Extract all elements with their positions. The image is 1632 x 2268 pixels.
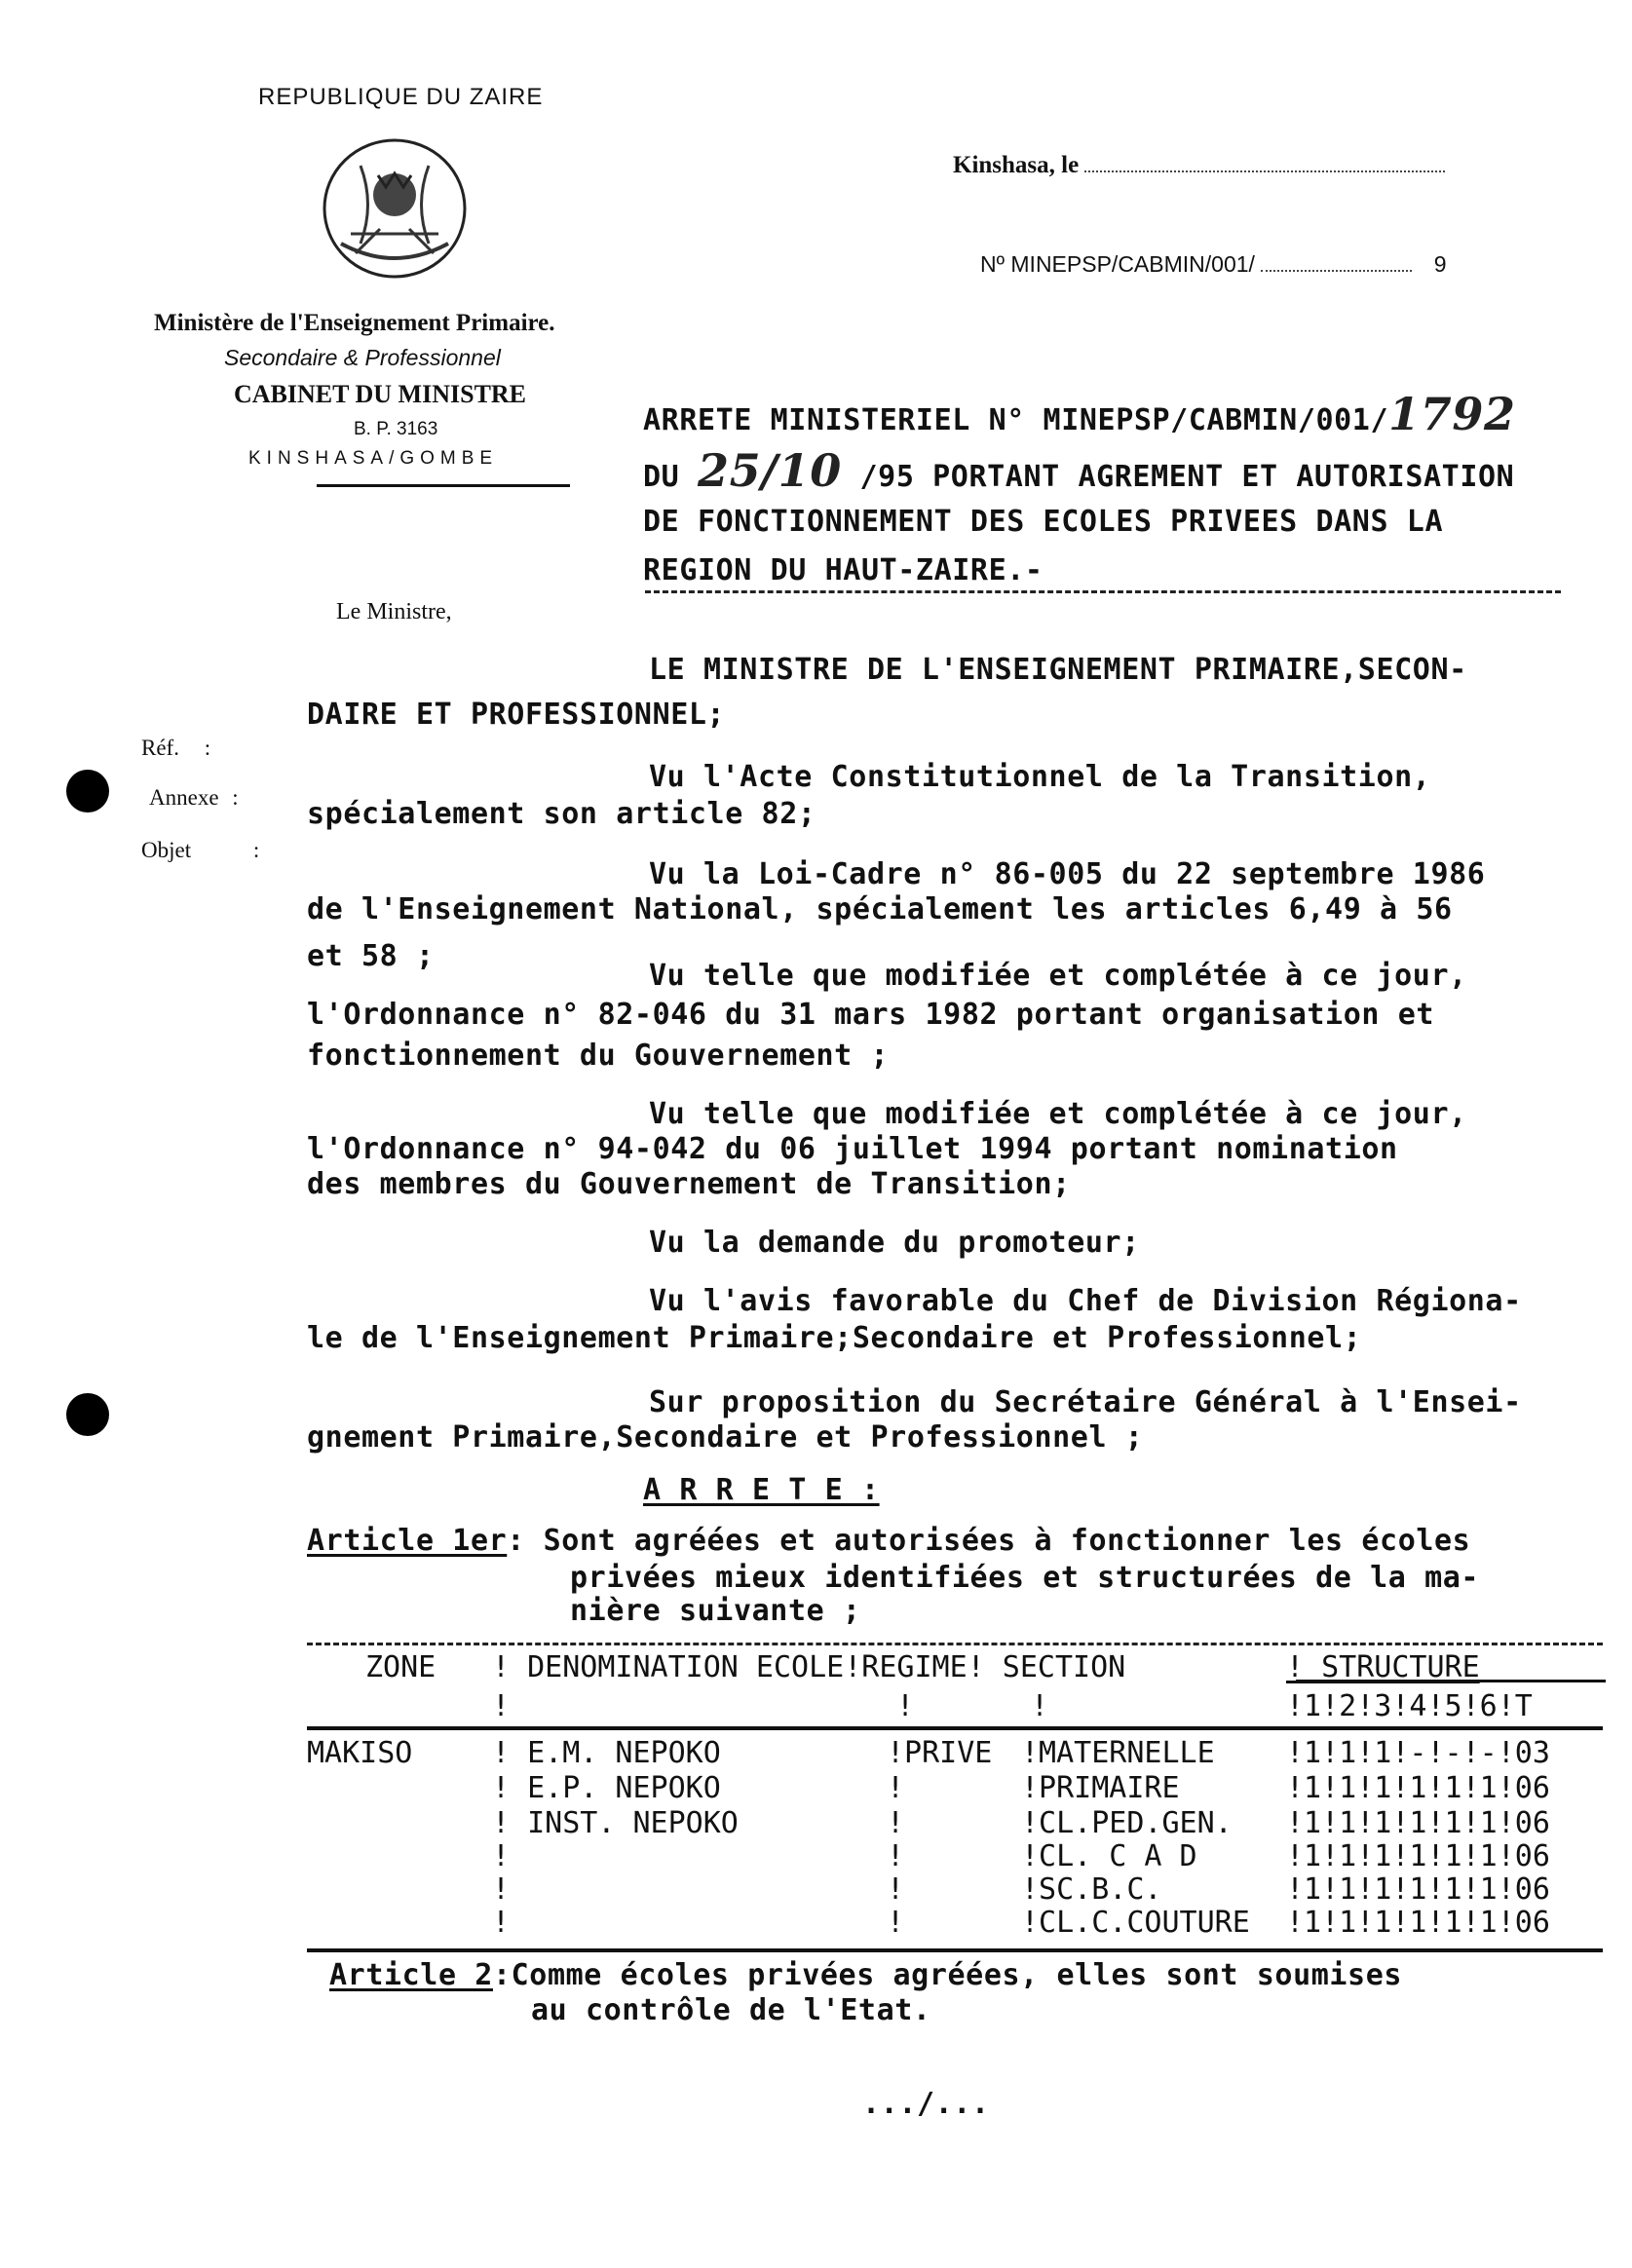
article1-text-line1: : Sont agréées et autorisées à fonctionner les écoles	[507, 1524, 1471, 1558]
row-regime: !PRIVE	[887, 1736, 993, 1770]
row-section: !CL. C A D	[1021, 1839, 1197, 1873]
row-structure: !1!1!1!1!1!1!06	[1286, 1906, 1550, 1940]
header-structure-text: ! STRUCTURE	[1286, 1650, 1480, 1684]
row-structure: !1!1!1!-!-!-!03	[1286, 1736, 1550, 1770]
structure-header-rule	[1296, 1680, 1606, 1682]
row-denomination: ! E.M. NEPOKO	[492, 1736, 721, 1770]
vu4-line1: Vu telle que modifiée et complétée à ce jour,	[649, 1097, 1467, 1131]
row-section: !MATERNELLE	[1021, 1736, 1215, 1770]
title-line2-prefix: DU	[643, 460, 680, 494]
row-structure: !1!1!1!1!1!1!06	[1286, 1806, 1550, 1840]
article1-line1	[307, 1524, 1470, 1558]
row-denomination: !	[492, 1872, 511, 1907]
arrete-heading-text: A R R E T E :	[643, 1473, 880, 1507]
coat-of-arms-emblem	[322, 136, 468, 281]
margin-object-text: Objet	[141, 838, 192, 862]
title-dashed-rule	[645, 590, 1561, 593]
row-section: !CL.PED.GEN.	[1021, 1806, 1233, 1840]
reference-number-suffix: 9	[1433, 251, 1447, 277]
article1-line2: privées mieux identifiées et structurées de la ma-	[570, 1561, 1480, 1595]
punch-hole-top	[66, 770, 109, 813]
article2-line2: au contrôle de l'Etat.	[531, 1993, 931, 2027]
reference-number-blank	[1261, 270, 1412, 272]
header-zone: ZONE	[365, 1650, 436, 1684]
title-line1	[643, 388, 1516, 440]
margin-ref-label	[141, 736, 210, 761]
vu6-line1: Vu l'avis favorable du Chef de Division Régiona-	[649, 1284, 1522, 1318]
vu5-line: Vu la demande du promoteur;	[649, 1226, 1140, 1260]
row-zone: MAKISO	[307, 1736, 413, 1770]
article2-line1	[329, 1958, 1402, 1992]
row-regime: !	[887, 1906, 905, 1940]
vu2-line3: et 58 ;	[307, 939, 435, 973]
article1-label: Article 1er	[307, 1524, 508, 1558]
row-section: !CL.C.COUTURE	[1021, 1906, 1250, 1940]
vu2-line1: Vu la Loi-Cadre n° 86-005 du 22 septembre 1986	[649, 857, 1486, 891]
vu1-line2: spécialement son article 82;	[307, 797, 816, 831]
article1-line3: nière suivante ;	[570, 1594, 861, 1628]
postal-box: B. P. 3163	[354, 419, 438, 439]
vu4-line2: l'Ordonnance n° 94-042 du 06 juillet 1994 portant nomination	[307, 1132, 1398, 1166]
vu2-line2: de l'Enseignement National, spécialement les articles 6,49 à 56	[307, 892, 1453, 926]
signatory-label: Le Ministre,	[336, 599, 452, 624]
table-top-dashed-rule	[307, 1643, 1603, 1645]
table-header-bottom-rule	[307, 1726, 1603, 1730]
row-section: !SC.B.C.	[1021, 1872, 1162, 1907]
handwritten-date: 25/10	[698, 444, 842, 497]
article2-text-line1: :Comme écoles privées agréées, elles sont soumises	[492, 1958, 1403, 1992]
vu3-line2: l'Ordonnance n° 82-046 du 31 mars 1982 portant organisation et	[307, 998, 1435, 1032]
article2-label: Article 2	[329, 1958, 493, 1992]
margin-annex-text: Annexe	[149, 785, 219, 810]
minister-line2: DAIRE ET PROFESSIONNEL;	[307, 698, 726, 732]
row-regime: !	[887, 1839, 905, 1873]
vu3-line1: Vu telle que modifiée et complétée à ce jour,	[649, 959, 1467, 993]
vu4-line3: des membres du Gouvernement de Transition;	[307, 1167, 1071, 1201]
title-line2-suffix: /95 PORTANT AGREMENT ET AUTORISATION	[859, 460, 1515, 494]
title-line4: REGION DU HAUT-ZAIRE.-	[643, 553, 1044, 587]
continuation-marker: .../...	[862, 2087, 990, 2121]
margin-ref-colon: :	[204, 736, 211, 760]
reference-number-line	[980, 251, 1447, 278]
city-underline	[317, 484, 570, 487]
row-denomination: ! E.P. NEPOKO	[492, 1771, 721, 1805]
row-regime: !	[887, 1872, 905, 1907]
title-line3: DE FONCTIONNEMENT DES ECOLES PRIVEES DANS LA	[643, 505, 1444, 539]
table-bottom-rule	[307, 1948, 1603, 1952]
republic-title: REPUBLIQUE DU ZAIRE	[258, 84, 544, 110]
cabinet-label: CABINET DU MINISTRE	[234, 380, 527, 408]
row-denomination: !	[492, 1906, 511, 1940]
title-line2	[643, 444, 1514, 497]
row-regime: !	[887, 1806, 905, 1840]
header-sep-den: !	[492, 1689, 511, 1723]
row-denomination: !	[492, 1839, 511, 1873]
header-denomination: ! DENOMINATION ECOLE!REGIME! SECTION	[492, 1650, 1126, 1684]
city-label: KINSHASA/GOMBE	[248, 448, 499, 469]
vu3-line3: fonctionnement du Gouvernement ;	[307, 1039, 890, 1073]
punch-hole-bottom	[66, 1393, 109, 1436]
ministry-name-line2: Secondaire & Professionnel	[224, 345, 501, 370]
sur-proposition-line2: gnement Primaire,Secondaire et Professionnel ;	[307, 1420, 1144, 1455]
minister-line1: LE MINISTRE DE L'ENSEIGNEMENT PRIMAIRE,SECON-	[649, 653, 1467, 687]
margin-annex-colon: :	[232, 785, 239, 810]
row-regime: !	[887, 1771, 905, 1805]
row-structure: !1!1!1!1!1!1!06	[1286, 1771, 1550, 1805]
sur-proposition-line1: Sur proposition du Secrétaire Général à l'Ensei-	[649, 1385, 1522, 1419]
row-structure: !1!1!1!1!1!1!06	[1286, 1839, 1550, 1873]
vu1-line1: Vu l'Acte Constitutionnel de la Transition,	[649, 760, 1431, 794]
row-structure: !1!1!1!1!1!1!06	[1286, 1872, 1550, 1907]
margin-object-label	[141, 838, 259, 863]
header-sep-sec: !	[1031, 1689, 1049, 1723]
header-structure-columns: !1!2!3!4!5!6!T	[1286, 1689, 1533, 1723]
vu6-line2: le de l'Enseignement Primaire;Secondaire et Professionnel;	[307, 1321, 1362, 1355]
row-section: !PRIMAIRE	[1021, 1771, 1180, 1805]
date-blank	[1084, 170, 1445, 172]
row-denomination: ! INST. NEPOKO	[492, 1806, 739, 1840]
arrete-heading	[643, 1473, 880, 1507]
ministry-name-line1: Ministère de l'Enseignement Primaire.	[154, 310, 555, 336]
margin-annex-label	[149, 785, 239, 811]
header-sep-reg: !	[896, 1689, 915, 1723]
title-line1-text: ARRETE MINISTERIEL N° MINEPSP/CABMIN/001/	[643, 403, 1389, 437]
handwritten-decree-number: 1792	[1388, 388, 1516, 440]
margin-object-colon: :	[252, 838, 260, 862]
reference-number-label: Nº MINEPSP/CABMIN/001/	[980, 251, 1255, 277]
margin-ref-text: Réf.	[141, 736, 179, 760]
place-date-line	[953, 152, 1445, 179]
place-date-label: Kinshasa, le	[953, 152, 1080, 178]
